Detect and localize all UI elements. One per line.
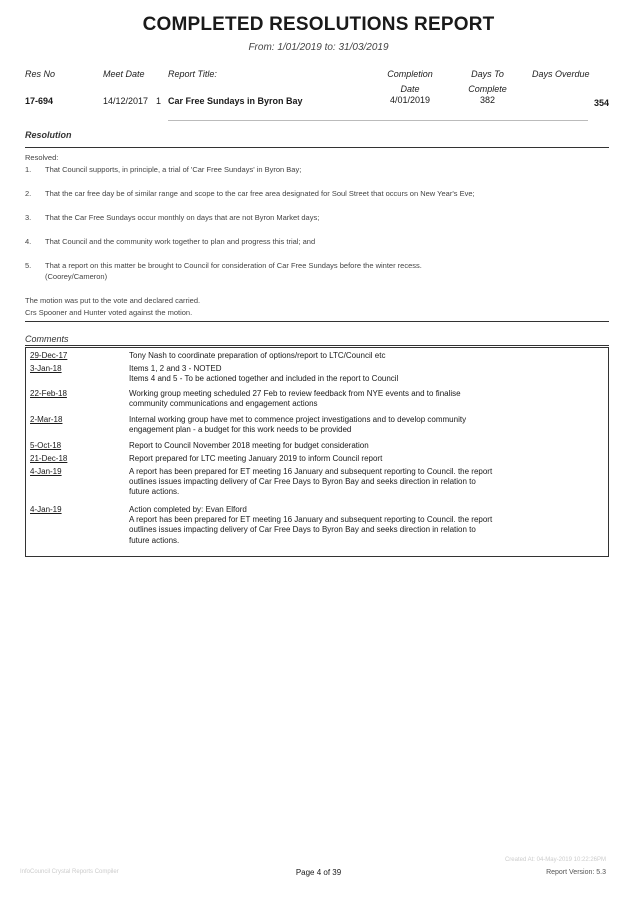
col-completion: Completion	[387, 69, 433, 79]
col-days-complete: Complete	[468, 84, 507, 94]
col-res-no: Res No	[25, 69, 56, 79]
record-days-overdue: 354	[593, 98, 609, 108]
resolution-item-text: That the Car Free Sundays occur monthly on days that are not Byron Market days;	[45, 213, 320, 222]
comment-text	[129, 389, 599, 409]
resolution-item-number: 5.	[25, 261, 32, 270]
comment-date: 4-Jan-19	[30, 467, 62, 476]
record-item: 1	[156, 96, 162, 106]
col-report-title: Report Title:	[168, 69, 217, 79]
comment-line: Report prepared for LTC meeting January 2019 to inform Council report	[129, 454, 383, 463]
resolution-item-number: 3.	[25, 213, 32, 222]
resolution-end-rule	[25, 321, 609, 322]
comments-heading: Comments	[25, 334, 69, 344]
record-days-to-complete: 382	[479, 95, 496, 105]
resolution-rule	[25, 147, 609, 148]
comment-line: Report to Council November 2018 meeting for budget consideration	[129, 441, 369, 450]
footer-page-number: Page 4 of 39	[295, 868, 342, 877]
comment-text	[129, 351, 599, 361]
resolution-heading: Resolution	[25, 130, 72, 140]
comment-text	[129, 454, 599, 464]
resolution-item-text: That Council supports, in principle, a trial of 'Car Free Sundays' in Byron Bay;	[45, 165, 302, 174]
col-meet-date: Meet Date	[103, 69, 145, 79]
resolution-carried: The motion was put to the vote and declared carried.	[25, 296, 201, 305]
comment-line: engagement plan - a budget for this work needs to be provided	[129, 425, 352, 435]
comment-text	[129, 441, 599, 451]
record-completion-date: 4/01/2019	[389, 95, 431, 105]
resolution-item	[25, 165, 609, 177]
comments-table	[25, 347, 609, 557]
col-days-to: Days To	[471, 69, 504, 79]
footer-created: Created At: 04-May-2019 10:22:26PM	[504, 857, 606, 863]
resolution-item	[25, 237, 609, 249]
resolution-item	[25, 213, 609, 225]
comment-text	[129, 505, 599, 546]
resolution-against: Crs Spooner and Hunter voted against the motion.	[25, 308, 193, 317]
resolution-item-text: That a report on this matter be brought to Council for consideration of Car Free Sundays before the winter recess.	[45, 261, 422, 270]
comment-line: community communications and engagement actions	[129, 399, 318, 409]
resolution-item-text: That the car free day be of similar range and scope to the car free area designated for Soul Street that occurs on New Year's Eve;	[45, 189, 475, 198]
resolution-item-number: 4.	[25, 237, 32, 246]
record-meet-date: 14/12/2017	[103, 96, 149, 106]
comment-text	[129, 415, 599, 435]
record-divider	[168, 120, 588, 121]
comment-date: 29-Dec-17	[30, 351, 68, 360]
comment-line: Action completed by: Evan Elford	[129, 505, 247, 514]
comment-date: 22-Feb-18	[30, 389, 67, 398]
comment-date: 4-Jan-19	[30, 505, 62, 514]
report-period: From: 1/01/2019 to: 31/03/2019	[248, 42, 389, 53]
comment-date: 2-Mar-18	[30, 415, 63, 424]
comments-rule	[25, 345, 609, 346]
comment-line: future actions.	[129, 487, 180, 497]
comment-line: A report has been prepared for ET meeting 16 January and subsequent reporting to Council. the report	[129, 515, 493, 525]
footer-version: Report Version: 5.3	[546, 869, 606, 876]
col-days-overdue: Days Overdue	[532, 69, 590, 79]
resolution-item-text: That Council and the community work together to plan and progress this trial; and	[45, 237, 316, 246]
footer-source: InfoCouncil Crystal Reports Compiler	[20, 869, 119, 875]
resolution-resolved: Resolved:	[25, 153, 59, 162]
comment-line: outlines issues impacting delivery of Car Free Days to Byron Bay and seeks direction in relation to	[129, 477, 476, 487]
comment-line: outlines issues impacting delivery of Car Free Days to Byron Bay and seeks direction in relation to	[129, 525, 476, 535]
resolution-item-number: 1.	[25, 165, 32, 174]
record-title: Car Free Sundays in Byron Bay	[168, 96, 303, 106]
record-res-no: 17-694	[25, 96, 54, 106]
report-title: COMPLETED RESOLUTIONS REPORT	[142, 14, 495, 35]
comment-line: Tony Nash to coordinate preparation of options/report to LTC/Council etc	[129, 351, 386, 360]
comment-text	[129, 467, 599, 498]
resolution-item-number: 2.	[25, 189, 32, 198]
comment-line: Items 4 and 5 - To be actioned together and included in the report to Council	[129, 374, 399, 384]
comment-line: future actions.	[129, 535, 180, 545]
comment-date: 21-Dec-18	[30, 454, 68, 463]
comment-line: Items 1, 2 and 3 - NOTED	[129, 364, 222, 373]
comment-line: Internal working group have met to commence project investigations and to develop community	[129, 415, 467, 424]
comment-date: 3-Jan-18	[30, 364, 62, 373]
comment-text	[129, 364, 599, 384]
comment-line: Working group meeting scheduled 27 Feb to review feedback from NYE events and to finalise	[129, 389, 461, 398]
comment-line: A report has been prepared for ET meeting 16 January and subsequent reporting to Council. the report	[129, 467, 493, 476]
resolution-item	[25, 261, 609, 273]
resolution-item	[25, 189, 609, 201]
resolution-movers: (Coorey/Cameron)	[45, 272, 108, 281]
col-completion-date: Date	[400, 84, 420, 94]
comment-date: 5-Oct-18	[30, 441, 62, 450]
